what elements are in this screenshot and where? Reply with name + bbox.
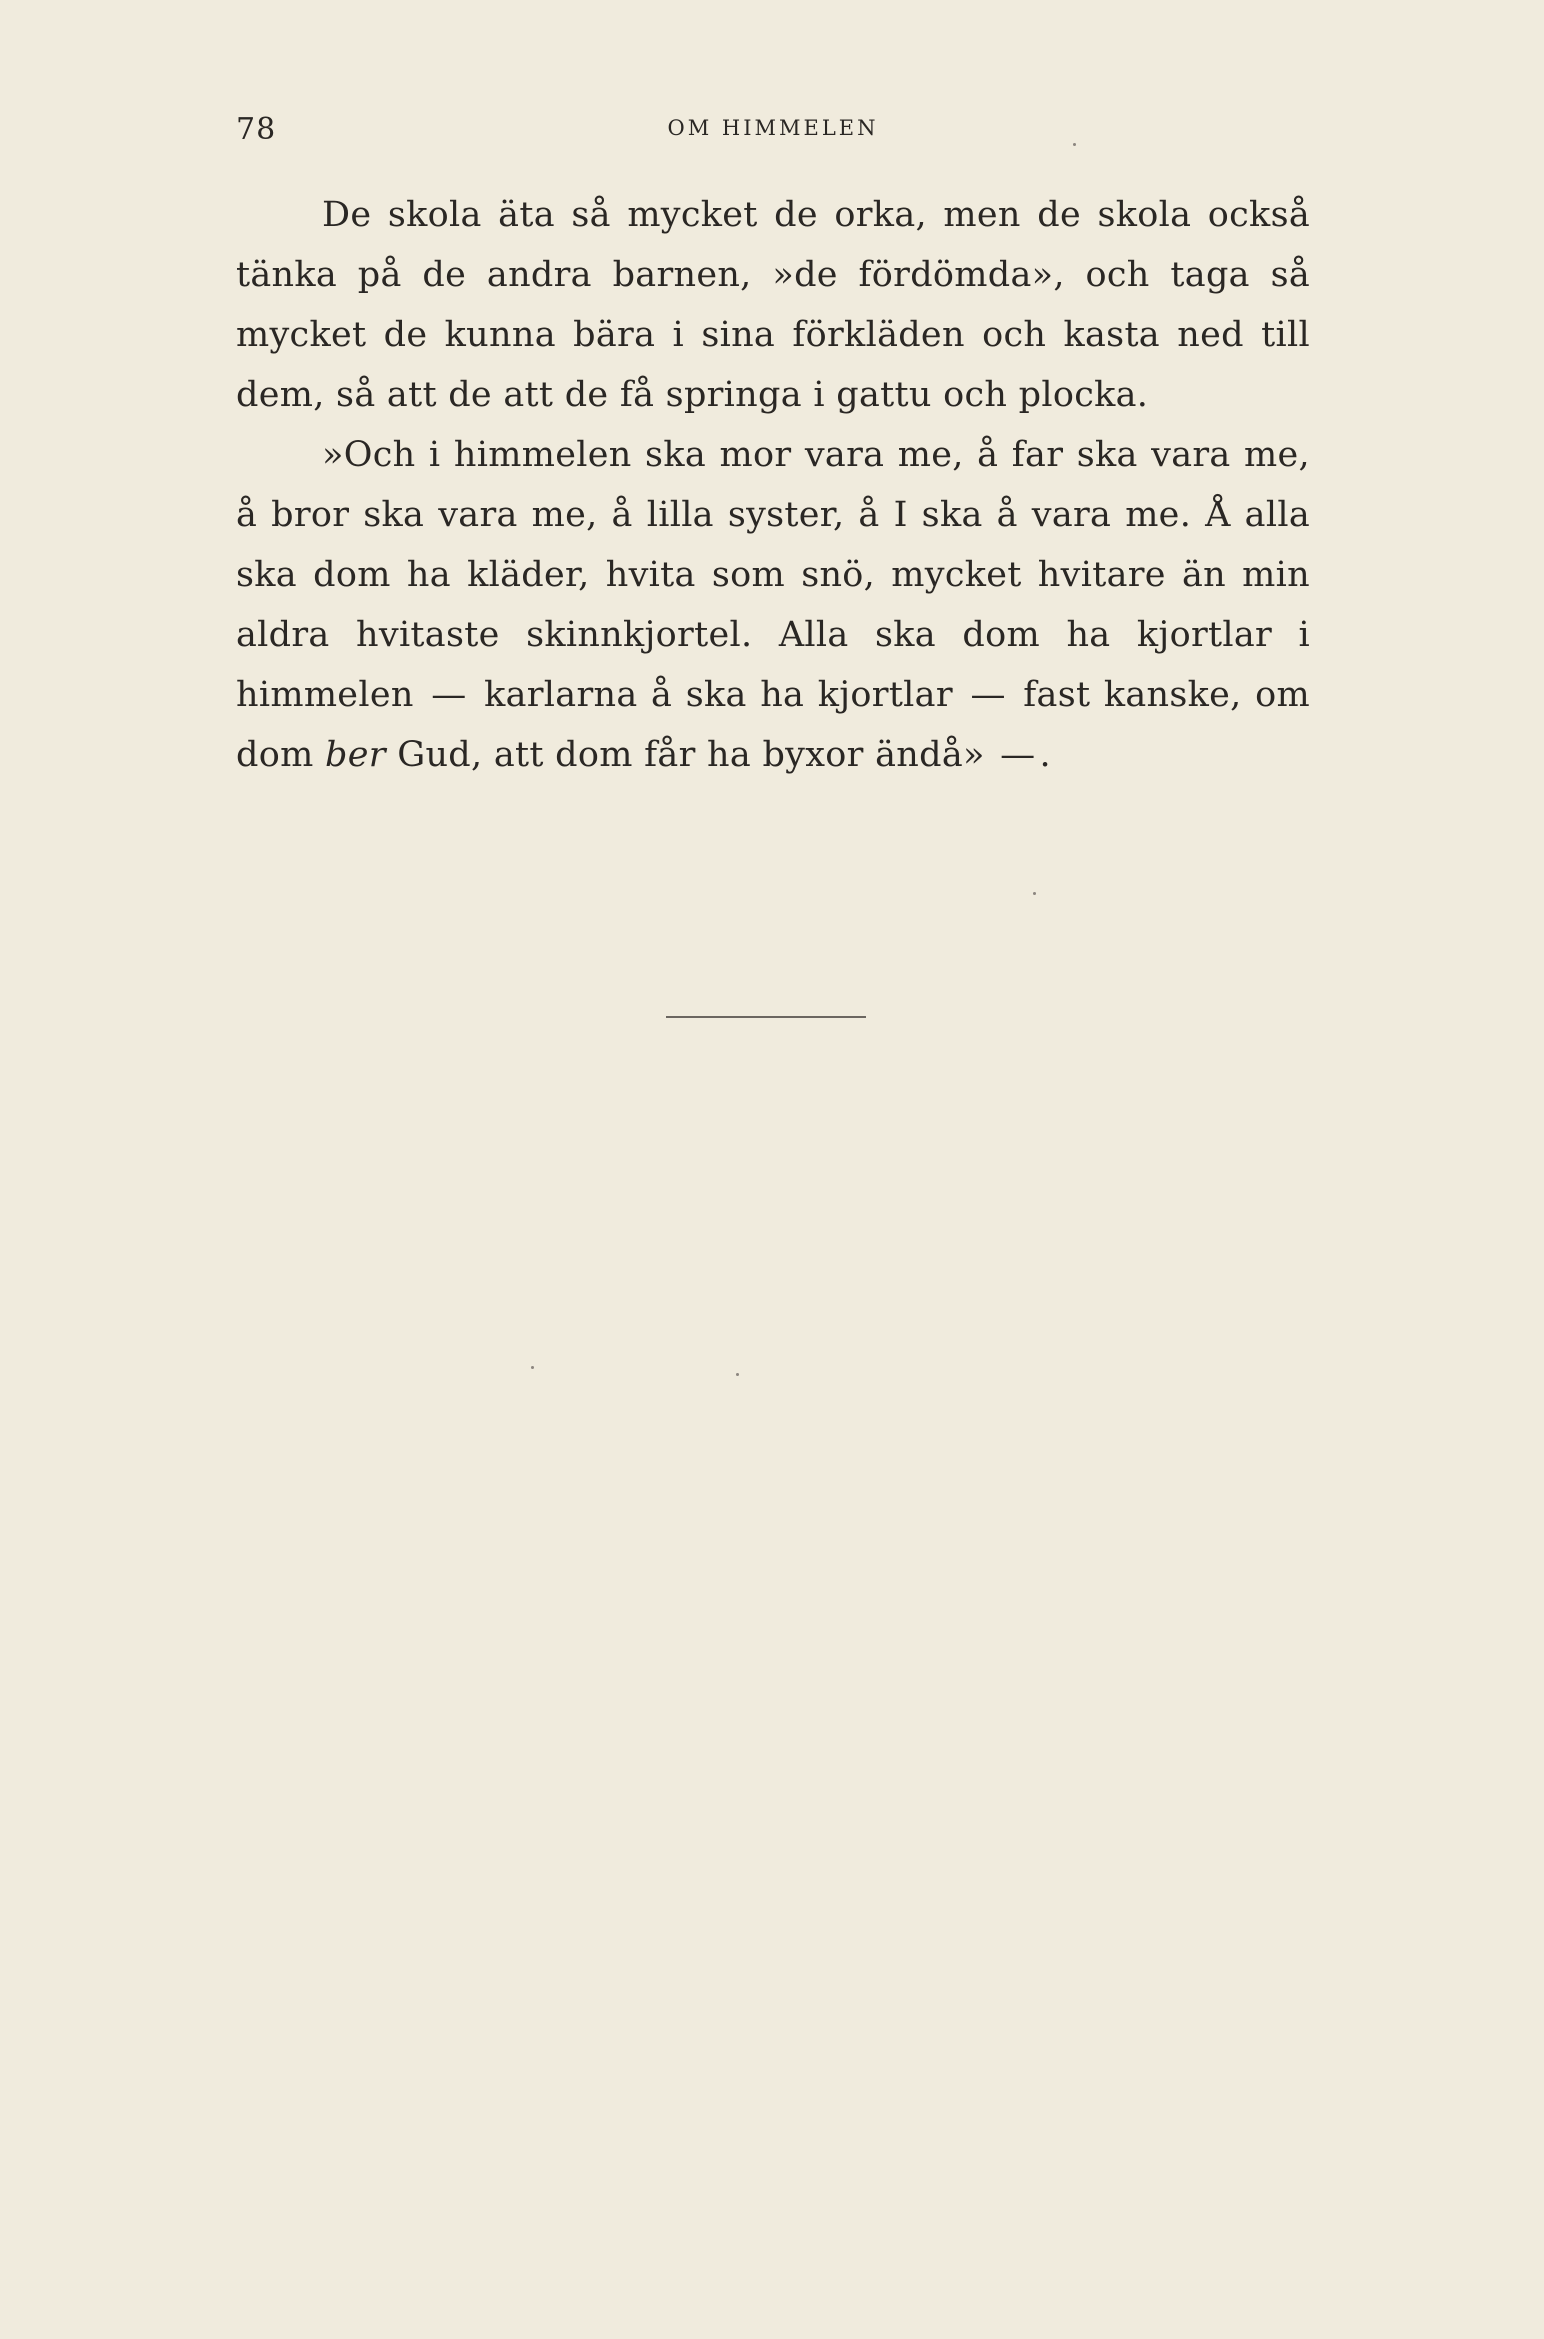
italic-word: ber	[325, 735, 386, 775]
body-text	[236, 185, 1310, 785]
paper-speck	[531, 1366, 534, 1369]
paragraph-2-part-4: Gud, att dom får ha byxor ändå»	[397, 735, 985, 775]
page-number: 78	[236, 112, 277, 147]
em-dash: —	[970, 675, 1006, 715]
paper-speck	[1073, 143, 1076, 146]
paper-speck	[1033, 892, 1036, 895]
paragraph-2-part-5: .	[1039, 735, 1051, 775]
paragraph-1: De skola äta så mycket de orka, men de skola också tänka på de andra barnen, »de fördömda», och taga så mycket de kunna bära i sina förkläden och kasta ned till dem, så att de att de få springa i gattu och plocka.	[236, 195, 1310, 415]
running-title: OM HIMMELEN	[667, 116, 879, 140]
paragraph-2	[236, 425, 1310, 785]
paragraph-2-part-2: karlarna å ska ha kjortlar	[484, 675, 953, 715]
em-dash: —	[1000, 735, 1036, 775]
paragraph-2-part-3: fast kanske, om dom	[236, 675, 1311, 775]
paragraph-2-part-1: »Och i himmelen ska mor vara me, å far ska vara me, å bror ska vara me, å lilla syster, å I ska å vara me. Å alla ska dom ha kläder, hvita som snö, mycket hvitare än min aldra hvitaste skinnkjortel. Alla ska dom ha kjortlar i himmelen	[236, 435, 1310, 715]
paper-speck	[736, 1373, 739, 1376]
em-dash: —	[431, 675, 467, 715]
running-head	[236, 112, 1310, 152]
section-end-rule	[666, 1016, 866, 1018]
